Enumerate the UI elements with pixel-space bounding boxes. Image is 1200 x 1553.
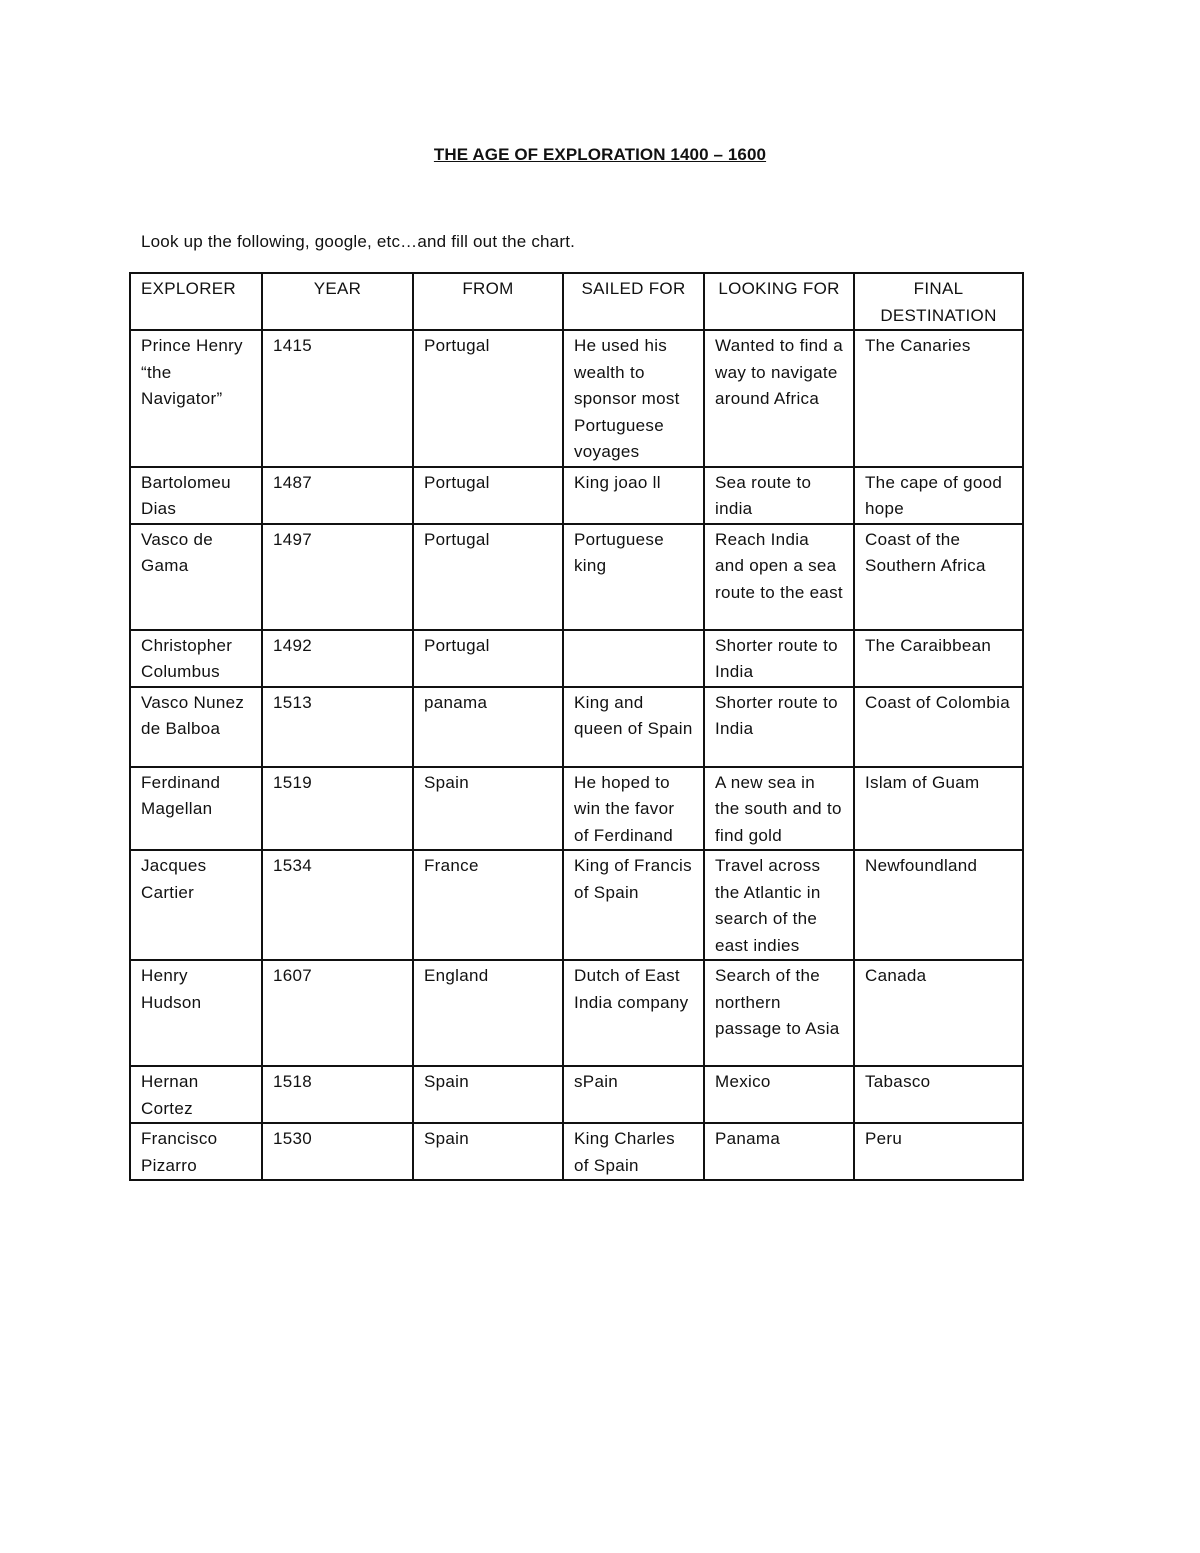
cell-sailed-for: sPain xyxy=(563,1066,704,1123)
cell-explorer: Vasco Nunez de Balboa xyxy=(130,687,262,767)
table-row xyxy=(130,330,1023,467)
header-final-destination: FINAL DESTINATION xyxy=(854,273,1023,330)
cell-looking-for: Reach India and open a sea route to the east xyxy=(704,524,854,630)
cell-final-destination: Newfoundland xyxy=(854,850,1023,960)
cell-from: Spain xyxy=(413,1066,563,1123)
cell-year: 1607 xyxy=(262,960,413,1066)
table-header-row xyxy=(130,273,1023,330)
table-row xyxy=(130,467,1023,524)
cell-looking-for: Search of the northern passage to Asia xyxy=(704,960,854,1066)
cell-explorer: Bartolomeu Dias xyxy=(130,467,262,524)
cell-explorer: Jacques Cartier xyxy=(130,850,262,960)
cell-looking-for: Travel across the Atlantic in search of the east indies xyxy=(704,850,854,960)
table-row xyxy=(130,767,1023,851)
cell-looking-for: Sea route to india xyxy=(704,467,854,524)
cell-final-destination: Coast of the Southern Africa xyxy=(854,524,1023,630)
header-from: FROM xyxy=(413,273,563,330)
table-row xyxy=(130,960,1023,1066)
cell-from: panama xyxy=(413,687,563,767)
cell-year: 1415 xyxy=(262,330,413,467)
cell-final-destination: Peru xyxy=(854,1123,1023,1180)
cell-sailed-for xyxy=(563,630,704,687)
cell-looking-for: Shorter route to India xyxy=(704,687,854,767)
cell-looking-for: Wanted to find a way to navigate around Africa xyxy=(704,330,854,467)
cell-final-destination: The cape of good hope xyxy=(854,467,1023,524)
table-row xyxy=(130,524,1023,630)
cell-final-destination: The Canaries xyxy=(854,330,1023,467)
table-row xyxy=(130,1066,1023,1123)
cell-final-destination: Islam of Guam xyxy=(854,767,1023,851)
table-row xyxy=(130,1123,1023,1180)
header-sailed-for: SAILED FOR xyxy=(563,273,704,330)
header-looking-for: LOOKING FOR xyxy=(704,273,854,330)
cell-from: England xyxy=(413,960,563,1066)
cell-year: 1492 xyxy=(262,630,413,687)
cell-final-destination: Coast of Colombia xyxy=(854,687,1023,767)
cell-sailed-for: He used his wealth to sponsor most Portuguese voyages xyxy=(563,330,704,467)
cell-year: 1530 xyxy=(262,1123,413,1180)
cell-from: Spain xyxy=(413,767,563,851)
cell-final-destination: Canada xyxy=(854,960,1023,1066)
cell-explorer: Christopher Columbus xyxy=(130,630,262,687)
instructions-text: Look up the following, google, etc…and fill out the chart. xyxy=(141,232,576,251)
cell-sailed-for: Dutch of East India company xyxy=(563,960,704,1066)
cell-from: Portugal xyxy=(413,467,563,524)
cell-explorer: Henry Hudson xyxy=(130,960,262,1066)
cell-sailed-for: King joao ll xyxy=(563,467,704,524)
cell-year: 1518 xyxy=(262,1066,413,1123)
table-row xyxy=(130,630,1023,687)
cell-looking-for: A new sea in the south and to find gold xyxy=(704,767,854,851)
cell-year: 1487 xyxy=(262,467,413,524)
cell-from: Portugal xyxy=(413,330,563,467)
cell-final-destination: The Caraibbean xyxy=(854,630,1023,687)
header-year: YEAR xyxy=(262,273,413,330)
cell-year: 1519 xyxy=(262,767,413,851)
header-explorer: EXPLORER xyxy=(130,273,262,330)
table-row xyxy=(130,850,1023,960)
cell-from: Spain xyxy=(413,1123,563,1180)
cell-from: Portugal xyxy=(413,524,563,630)
document-title: THE AGE OF EXPLORATION 1400 – 1600 xyxy=(433,145,767,164)
cell-from: Portugal xyxy=(413,630,563,687)
cell-sailed-for: King and queen of Spain xyxy=(563,687,704,767)
cell-sailed-for: King of Francis of Spain xyxy=(563,850,704,960)
cell-year: 1497 xyxy=(262,524,413,630)
cell-explorer: Prince Henry “the Navigator” xyxy=(130,330,262,467)
cell-looking-for: Mexico xyxy=(704,1066,854,1123)
table-row xyxy=(130,687,1023,767)
cell-explorer: Vasco de Gama xyxy=(130,524,262,630)
cell-sailed-for: He hoped to win the favor of Ferdinand xyxy=(563,767,704,851)
cell-sailed-for: King Charles of Spain xyxy=(563,1123,704,1180)
cell-final-destination: Tabasco xyxy=(854,1066,1023,1123)
cell-from: France xyxy=(413,850,563,960)
cell-explorer: Hernan Cortez xyxy=(130,1066,262,1123)
exploration-chart xyxy=(129,272,1024,1181)
cell-year: 1534 xyxy=(262,850,413,960)
cell-explorer: Francisco Pizarro xyxy=(130,1123,262,1180)
cell-looking-for: Panama xyxy=(704,1123,854,1180)
cell-looking-for: Shorter route to India xyxy=(704,630,854,687)
cell-year: 1513 xyxy=(262,687,413,767)
cell-explorer: Ferdinand Magellan xyxy=(130,767,262,851)
cell-sailed-for: Portuguese king xyxy=(563,524,704,630)
